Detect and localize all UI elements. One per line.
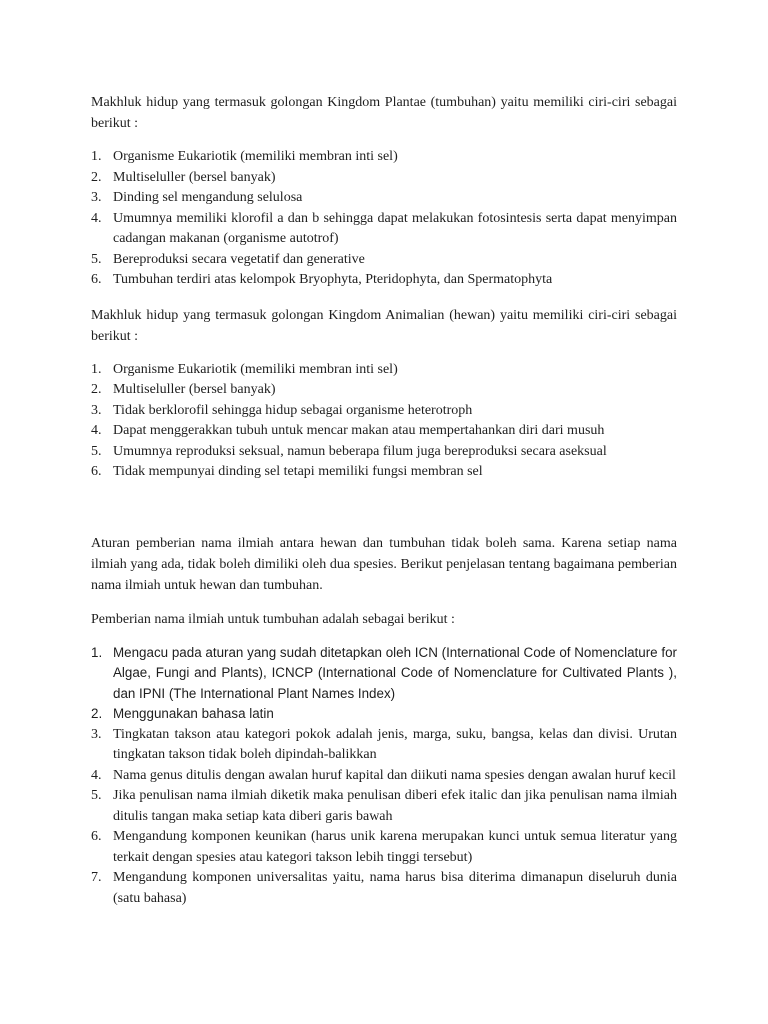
list-number: 3. xyxy=(91,190,102,205)
animalia-intro-paragraph: Makhluk hidup yang termasuk golongan Kingdom Animalian (hewan) yaitu memiliki ciri-ciri sebagai berikut : xyxy=(91,307,677,344)
list-number: 3. xyxy=(91,726,102,742)
list-item-text: Dinding sel mengandung selulosa xyxy=(113,190,303,205)
list-item xyxy=(91,360,677,381)
list-item-text: Tumbuhan terdiri atas kelompok Bryophyta, Pteridophyta, dan Spermatophyta xyxy=(113,272,553,287)
list-item-text: Dapat menggerakkan tubuh untuk mencar makan atau mempertahankan diri dari musuh xyxy=(113,423,605,438)
list-item xyxy=(91,704,677,725)
list-item-text: Organisme Eukariotik (memiliki membran inti sel) xyxy=(113,361,398,377)
list-item xyxy=(91,442,677,463)
list-number: 2. xyxy=(91,706,103,721)
list-item xyxy=(91,421,677,442)
list-item-text: Multiseluller (bersel banyak) xyxy=(113,169,276,185)
list-item xyxy=(91,766,677,787)
list-item-text: Umumnya reproduksi seksual, namun beberapa filum juga bereproduksi secara aseksual xyxy=(113,443,607,459)
list-item-text: Multiseluller (bersel banyak) xyxy=(113,382,276,397)
list-item xyxy=(91,827,677,868)
list-item xyxy=(91,868,677,909)
list-number: 6. xyxy=(91,829,102,844)
document-page xyxy=(91,92,677,909)
list-number: 6. xyxy=(91,464,102,479)
list-number: 5. xyxy=(91,443,102,459)
list-item xyxy=(91,209,677,250)
list-item xyxy=(91,270,677,291)
list-item xyxy=(91,462,677,483)
list-number: 7. xyxy=(91,870,102,885)
list-number: 2. xyxy=(91,169,102,185)
list-number: 5. xyxy=(91,251,102,267)
list-number: 4. xyxy=(91,210,102,226)
list-item-text: Jika penulisan nama ilmiah diketik maka penulisan diberi efek italic dan jika penulisan nama ilmiah ditulis tangan maka setiap kata diberi garis bawah xyxy=(113,788,677,824)
list-number: 1. xyxy=(91,361,102,377)
list-item xyxy=(91,725,677,766)
list-item-text: Tidak mempunyai dinding sel tetapi memiliki fungsi membran sel xyxy=(113,464,483,479)
list-number: 2. xyxy=(91,382,102,397)
animalia-characteristics-list xyxy=(91,360,677,483)
list-item-text: Nama genus ditulis dengan awalan huruf kapital dan diikuti nama spesies dengan awalan huruf kecil xyxy=(113,767,676,783)
list-item-text: Mengandung komponen universalitas yaitu, nama harus bisa diterima dimanapun diseluruh dunia (satu bahasa) xyxy=(113,870,677,906)
list-number: 5. xyxy=(91,788,102,803)
list-item xyxy=(91,380,677,401)
list-number: 3. xyxy=(91,402,102,418)
list-item xyxy=(91,401,677,422)
list-item xyxy=(91,643,677,705)
list-number: 6. xyxy=(91,272,102,287)
list-item xyxy=(91,147,677,168)
plantae-intro-paragraph: Makhluk hidup yang termasuk golongan Kingdom Plantae (tumbuhan) yaitu memiliki ciri-ciri sebagai berikut : xyxy=(91,95,677,131)
list-item-text: Tingkatan takson atau kategori pokok adalah jenis, marga, suku, bangsa, kelas dan divisi. Urutan tingkatan takson tidak boleh dipindah-balikkan xyxy=(113,726,677,762)
list-item-text: Mengandung komponen keunikan (harus unik karena merupakan kunci untuk semua literatur yang terkait dengan spesies atau kategori takson lebih tinggi tersebut) xyxy=(113,829,677,865)
list-item xyxy=(91,188,677,209)
plantae-characteristics-list xyxy=(91,147,677,291)
list-item-text: Tidak berklorofil sehingga hidup sebagai organisme heterotroph xyxy=(113,402,473,418)
plant-naming-rules-list xyxy=(91,643,677,910)
list-item xyxy=(91,786,677,827)
list-item-text: Umumnya memiliki klorofil a dan b sehingga dapat melakukan fotosintesis serta dapat menyimpan cadangan makanan (organisme autotrof) xyxy=(113,210,677,246)
naming-rules-paragraph: Aturan pemberian nama ilmiah antara hewan dan tumbuhan tidak boleh sama. Karena setiap nama ilmiah yang ada, tidak boleh dimiliki oleh dua spesies. Berikut penjelasan tentang bagaimana pemberian nama ilmiah untuk hewan dan tumbuhan. xyxy=(91,535,677,593)
list-item xyxy=(91,168,677,189)
list-number: 4. xyxy=(91,767,102,783)
list-number: 1. xyxy=(91,644,103,660)
list-item-text: Bereproduksi secara vegetatif dan generative xyxy=(113,251,365,267)
list-item xyxy=(91,250,677,271)
list-number: 4. xyxy=(91,423,102,438)
list-item-text: Mengacu pada aturan yang sudah ditetapkan oleh ICN (International Code of Nomenclature for Algae, Fungi and Plants), ICNCP (International Code of Nomenclature for Cultivated Plants ), dan IPNI (The International Plant Names Index) xyxy=(113,644,677,701)
list-item-text: Menggunakan bahasa latin xyxy=(113,706,274,721)
plant-naming-intro: Pemberian nama ilmiah untuk tumbuhan adalah sebagai berikut : xyxy=(91,611,455,627)
list-number: 1. xyxy=(91,149,102,164)
list-item-text: Organisme Eukariotik (memiliki membran inti sel) xyxy=(113,149,398,164)
